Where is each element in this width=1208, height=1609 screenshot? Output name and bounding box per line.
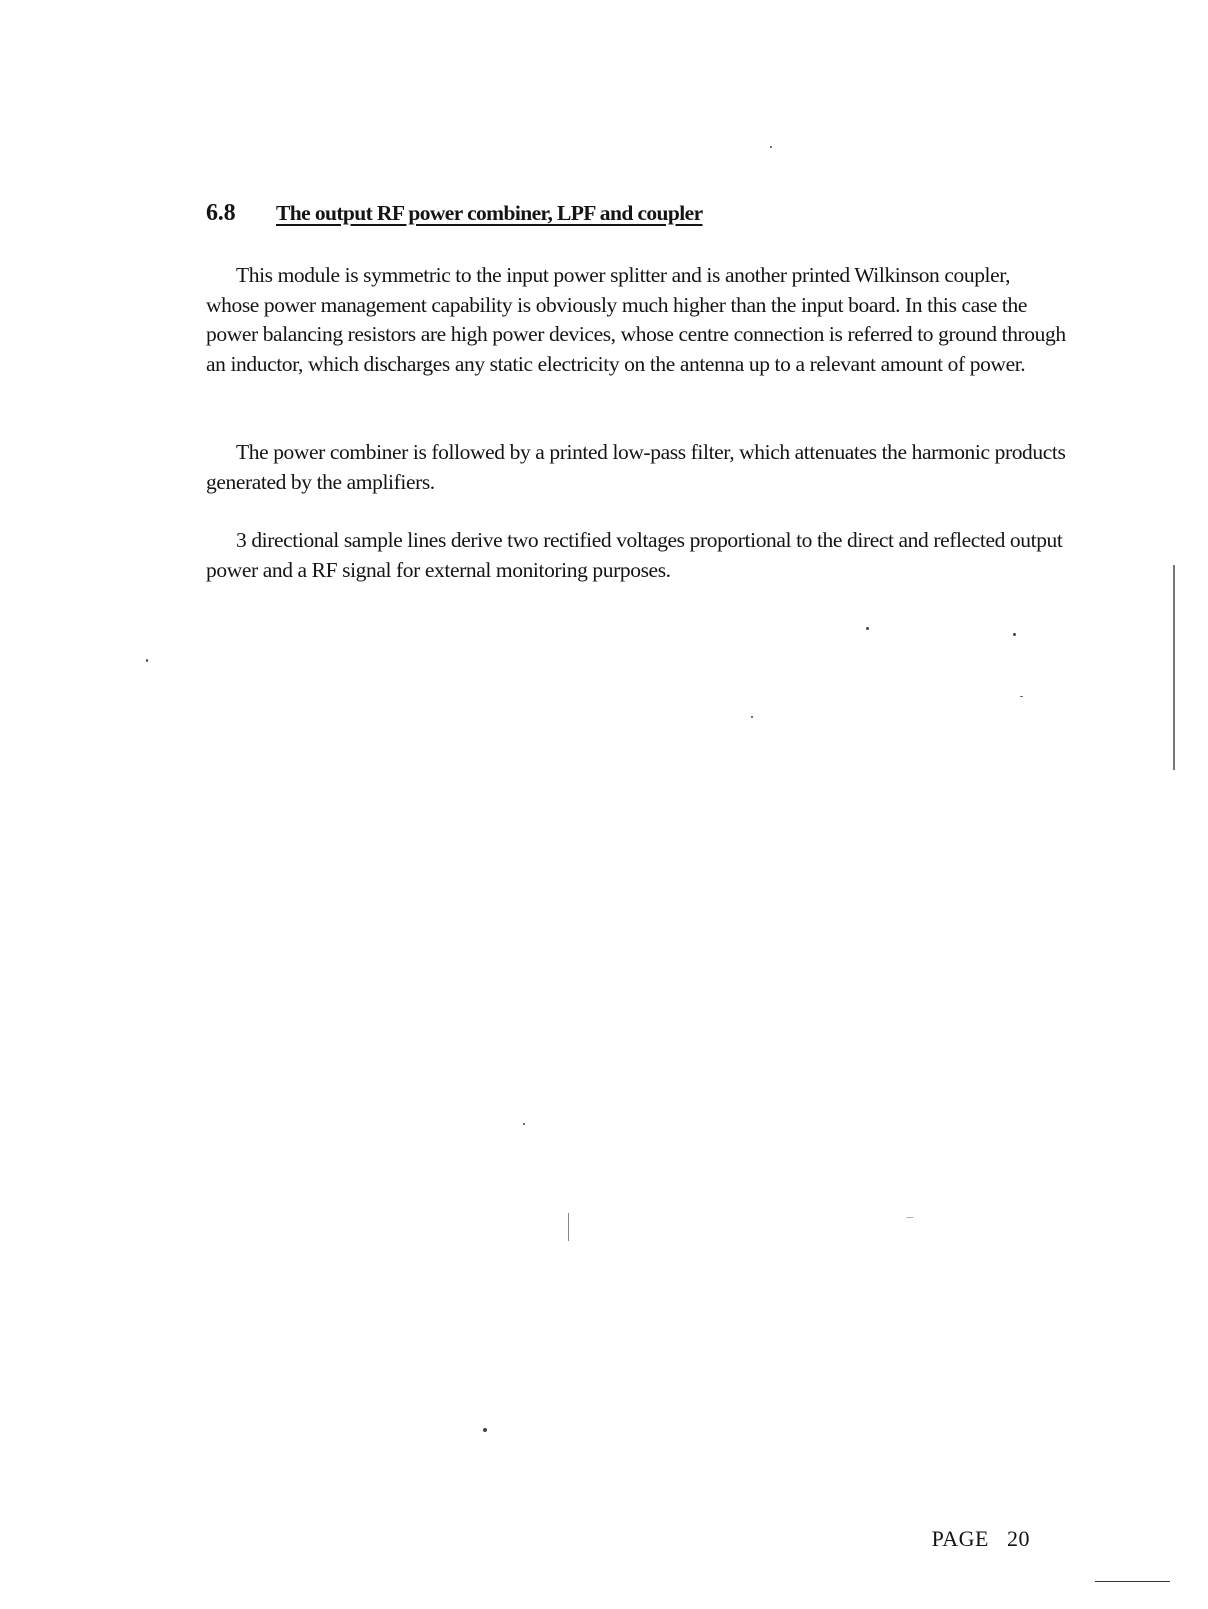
scan-speck: [906, 1217, 914, 1218]
section-heading: [206, 200, 703, 227]
section-number: 6.8: [206, 200, 236, 226]
scan-speck: [146, 659, 148, 662]
scan-speck: [770, 146, 772, 148]
scan-speck: [1020, 696, 1023, 697]
scan-edge-line: [1173, 565, 1175, 770]
scan-edge-line: [1095, 1581, 1170, 1582]
page-number: [932, 1526, 1030, 1552]
scan-speck: [751, 716, 753, 718]
scan-speck: [866, 627, 869, 630]
scan-speck: [483, 1428, 487, 1432]
page-number-value: 20: [1007, 1526, 1030, 1551]
scan-speck: [523, 1123, 525, 1125]
page-label: PAGE: [931, 1526, 989, 1551]
paragraph-low-pass-filter: The power combiner is followed by a printed low-pass filter, which attenuates the harmonic products generated by the amplifiers.: [206, 440, 1066, 494]
scan-speck: [568, 1213, 569, 1241]
paragraph-module-description: This module is symmetric to the input power splitter and is another printed Wilkinson coupler, whose power management capability is obviously much higher than the input board. In this case the power balancing resistors are high power devices, whose centre connection is referred to ground through an inductor, which discharges any static electricity on the antenna up to a relevant amount of power.: [206, 263, 1066, 376]
paragraph-directional-lines: 3 directional sample lines derive two rectified voltages proportional to the direct and reflected output power and a RF signal for external monitoring purposes.: [206, 528, 1063, 582]
scan-speck: [1013, 633, 1016, 636]
section-title: The output RF power combiner, LPF and coupler: [276, 201, 703, 225]
